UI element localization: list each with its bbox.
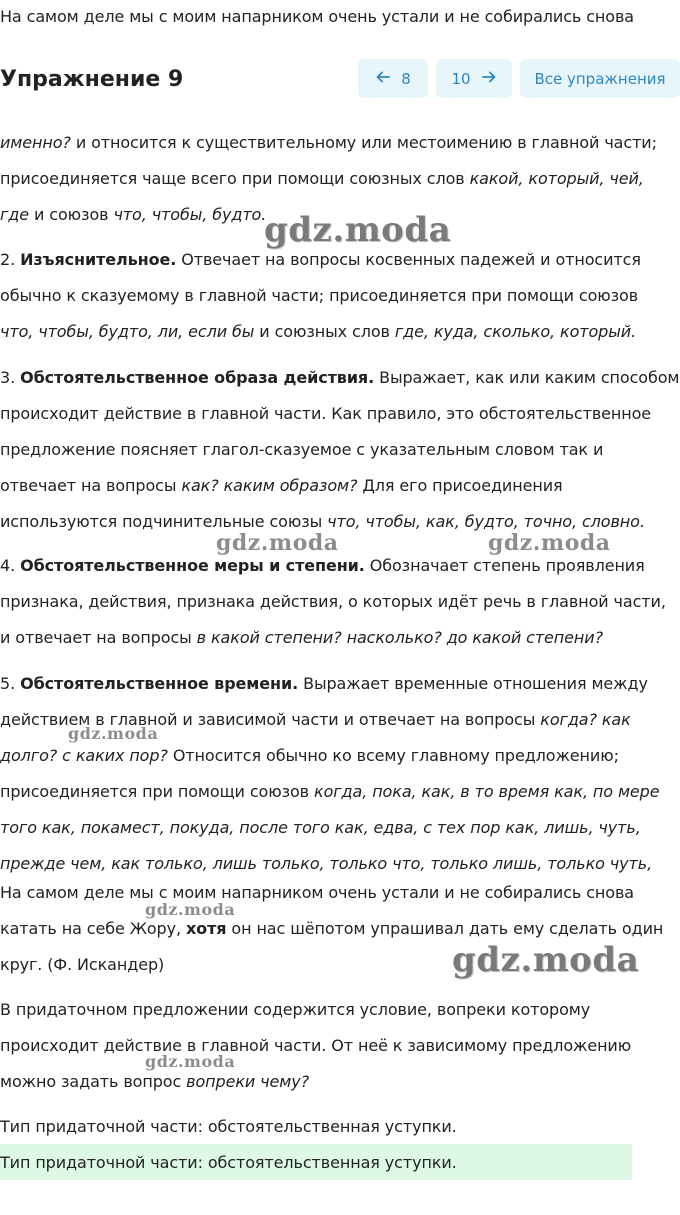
page-title: Упражнение 9 [0, 67, 184, 92]
text-line: используются подчинительные союзы что, чтобы, как, будто, точно, словно. [0, 512, 645, 531]
text-line: 4. Обстоятельственное меры и степени. Обозначает степень проявления [0, 556, 645, 575]
text-line: можно задать вопрос вопреки чему? [0, 1072, 309, 1091]
watermark: gdz.moda [68, 724, 159, 743]
text-line: действием в главной и зависимой части и отвечает на вопросы когда? как [0, 710, 631, 729]
text-line: и отвечает на вопросы в какой степени? насколько? до какой степени? [0, 628, 603, 647]
text-line: признака, действия, признака действия, о которых идёт речь в главной части, [0, 592, 666, 611]
text-line: 3. Обстоятельственное образа действия. Выражает, как или каким способом [0, 368, 680, 387]
prev-exercise-button[interactable] [358, 59, 428, 98]
text-line: того как, покамест, покуда, после того как, едва, с тех пор как, лишь, чуть, [0, 818, 641, 837]
text-line: долго? с каких пор? Относится обычно ко всему главному предложению; [0, 746, 619, 765]
watermark: gdz.moda [216, 530, 339, 556]
text-line: присоединяется чаще всего при помощи союзных слов какой, который, чей, [0, 169, 644, 188]
text-line: 5. Обстоятельственное времени. Выражает временные отношения между [0, 674, 648, 693]
text-line: В придаточном предложении содержится условие, вопреки которому [0, 1000, 591, 1019]
text-line: происходит действие в главной части. Как правило, это обстоятельственное [0, 404, 652, 423]
arrow-right-icon [481, 69, 497, 89]
watermark: gdz.moda [488, 530, 611, 556]
answer-line: Тип придаточной части: обстоятельственная уступки. [0, 1153, 457, 1172]
top-text: На самом деле мы с моим напарником очень устали и не собирались снова [0, 7, 635, 26]
watermark: gdz.moda [145, 900, 236, 919]
text-line: На самом деле мы с моим напарником очень устали и не собирались снова [0, 883, 635, 902]
watermark: gdz.moda [145, 1052, 236, 1071]
watermark: gdz.moda [452, 940, 640, 980]
text-line: именно? и относится к существительному или местоимению в главной части; [0, 133, 657, 152]
text-line: присоединяется при помощи союзов когда, пока, как, в то время как, по мере [0, 782, 660, 801]
arrow-left-icon [375, 69, 391, 89]
text-line: 2. Изъяснительное. Отвечает на вопросы косвенных падежей и относится [0, 250, 641, 269]
text-line: что, чтобы, будто, ли, если бы и союзных слов где, куда, сколько, который. [0, 322, 637, 341]
text-line: отвечает на вопросы как? каким образом? Для его присоединения [0, 476, 563, 495]
all-exercises-button[interactable] [520, 59, 680, 98]
text-line: Тип придаточной части: обстоятельственная уступки. [0, 1117, 457, 1136]
next-exercise-button[interactable] [436, 59, 512, 98]
text-line: предложение поясняет глагол-сказуемое с указательным словом так и [0, 440, 604, 459]
text-line: катать на себе Жору, хотя он нас шёпотом упрашивал дать ему сделать один [0, 919, 664, 938]
prev-exercise-label: 8 [401, 69, 411, 88]
header-bar [0, 0, 680, 108]
text-line: происходит действие в главной части. От неё к зависимому предложению [0, 1036, 632, 1055]
text-line: круг. (Ф. Искандер) [0, 955, 165, 974]
text-line: обычно к сказуемому в главной части; присоединяется при помощи союзов [0, 286, 639, 305]
next-exercise-label: 10 [451, 69, 471, 88]
text-line: где и союзов что, чтобы, будто. [0, 205, 267, 224]
all-exercises-label: Все упражнения [534, 69, 666, 88]
watermark: gdz.moda [264, 210, 452, 250]
text-line: прежде чем, как только, лишь только, только что, только лишь, только чуть, [0, 854, 653, 873]
